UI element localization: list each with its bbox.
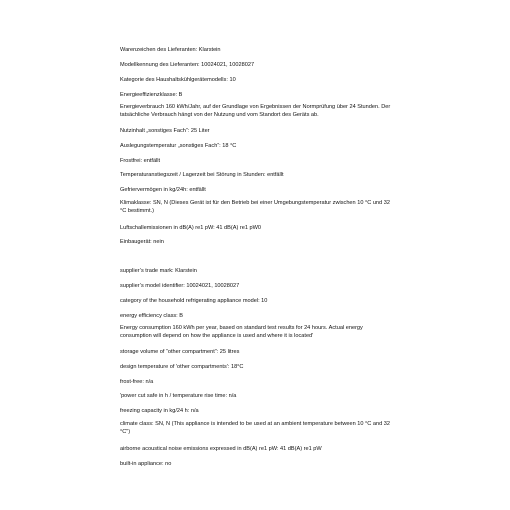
de-supplier-trademark: Warenzeichen des Lieferanten: Klarstein	[120, 47, 221, 53]
en-efficiency-class: energy efficiency class: B	[120, 313, 184, 319]
de-efficiency-class: Energieeffizienzklasse: B	[120, 92, 183, 98]
en-climate-class: climate class: SN, N (This appliance is intended to be used at an ambient temperature between 10 °C and 32 °C")	[120, 421, 390, 435]
en-freezing-capacity: freezing capacity in kg/24 h: n/a	[120, 408, 199, 414]
en-noise-emissions: airborne acoustical noise emissions expressed in dB(A) re1 pW: 41 dB(A) re1 pW	[120, 446, 322, 452]
en-design-temperature: design temperature of 'other compartments': 18°C	[120, 364, 244, 370]
de-energy-consumption: Energieverbrauch 160 kWh/Jahr, auf der Grundlage von Ergebnissen der Normprüfung über 24 Stunden. Der tatsächliche Verbrauch hängt von der Nutzung und vom Standort des Geräts ab.	[120, 104, 391, 118]
de-frost-free: Frostfrei: entfällt	[120, 158, 161, 164]
de-model-identifier: Modellkennung des Lieferanten: 10024021, 10028027	[120, 62, 255, 68]
en-built-in: built-in appliance: no	[120, 461, 172, 467]
de-noise-emissions: Luftschallemissionen in dB(A) re1 pW: 41 dB(A) re1 pW0	[120, 225, 262, 231]
en-power-cut: 'power cut safe in h / temperature rise time: n/a	[120, 393, 237, 399]
en-storage-volume: storage volume of “other compartment”: 25 litres	[120, 349, 240, 355]
de-freezing-capacity: Gefriervermögen in kg/24h: entfällt	[120, 187, 206, 193]
en-energy-consumption: Energy consumption 160 kWh per year, based on standard test results for 24 hours. Actual energy consumption will depend on how the appliance is used and where it is located'	[120, 325, 363, 339]
de-design-temperature: Auslegungstemperatur „sonstiges Fach“: 18 °C	[120, 143, 237, 149]
en-supplier-trademark: supplier’s trade mark: Klarstein	[120, 268, 197, 274]
en-frost-free: frost-free: n/a	[120, 379, 154, 385]
de-built-in: Einbaugerät: nein	[120, 239, 164, 245]
de-climate-class: Klimaklasse: SN, N (Dieses Gerät ist für den Betrieb bei einer Umgebungstemperatur zwischen 10 °C und 32 °C bestimmt.)	[120, 200, 390, 214]
de-category: Kategorie des Haushaltskühlgerätemodells: 10	[120, 77, 236, 83]
de-temperature-rise-time: Temperaturanstiegszeit / Lagerzeit bei Störung in Stunden: entfällt	[120, 172, 284, 178]
en-model-identifier: supplier’s model identifier: 10024021, 10028027	[120, 283, 240, 289]
de-net-volume: Nutzinhalt „sonstiges Fach“: 25 Liter	[120, 128, 210, 134]
en-category: category of the household refrigerating appliance model: 10	[120, 298, 268, 304]
